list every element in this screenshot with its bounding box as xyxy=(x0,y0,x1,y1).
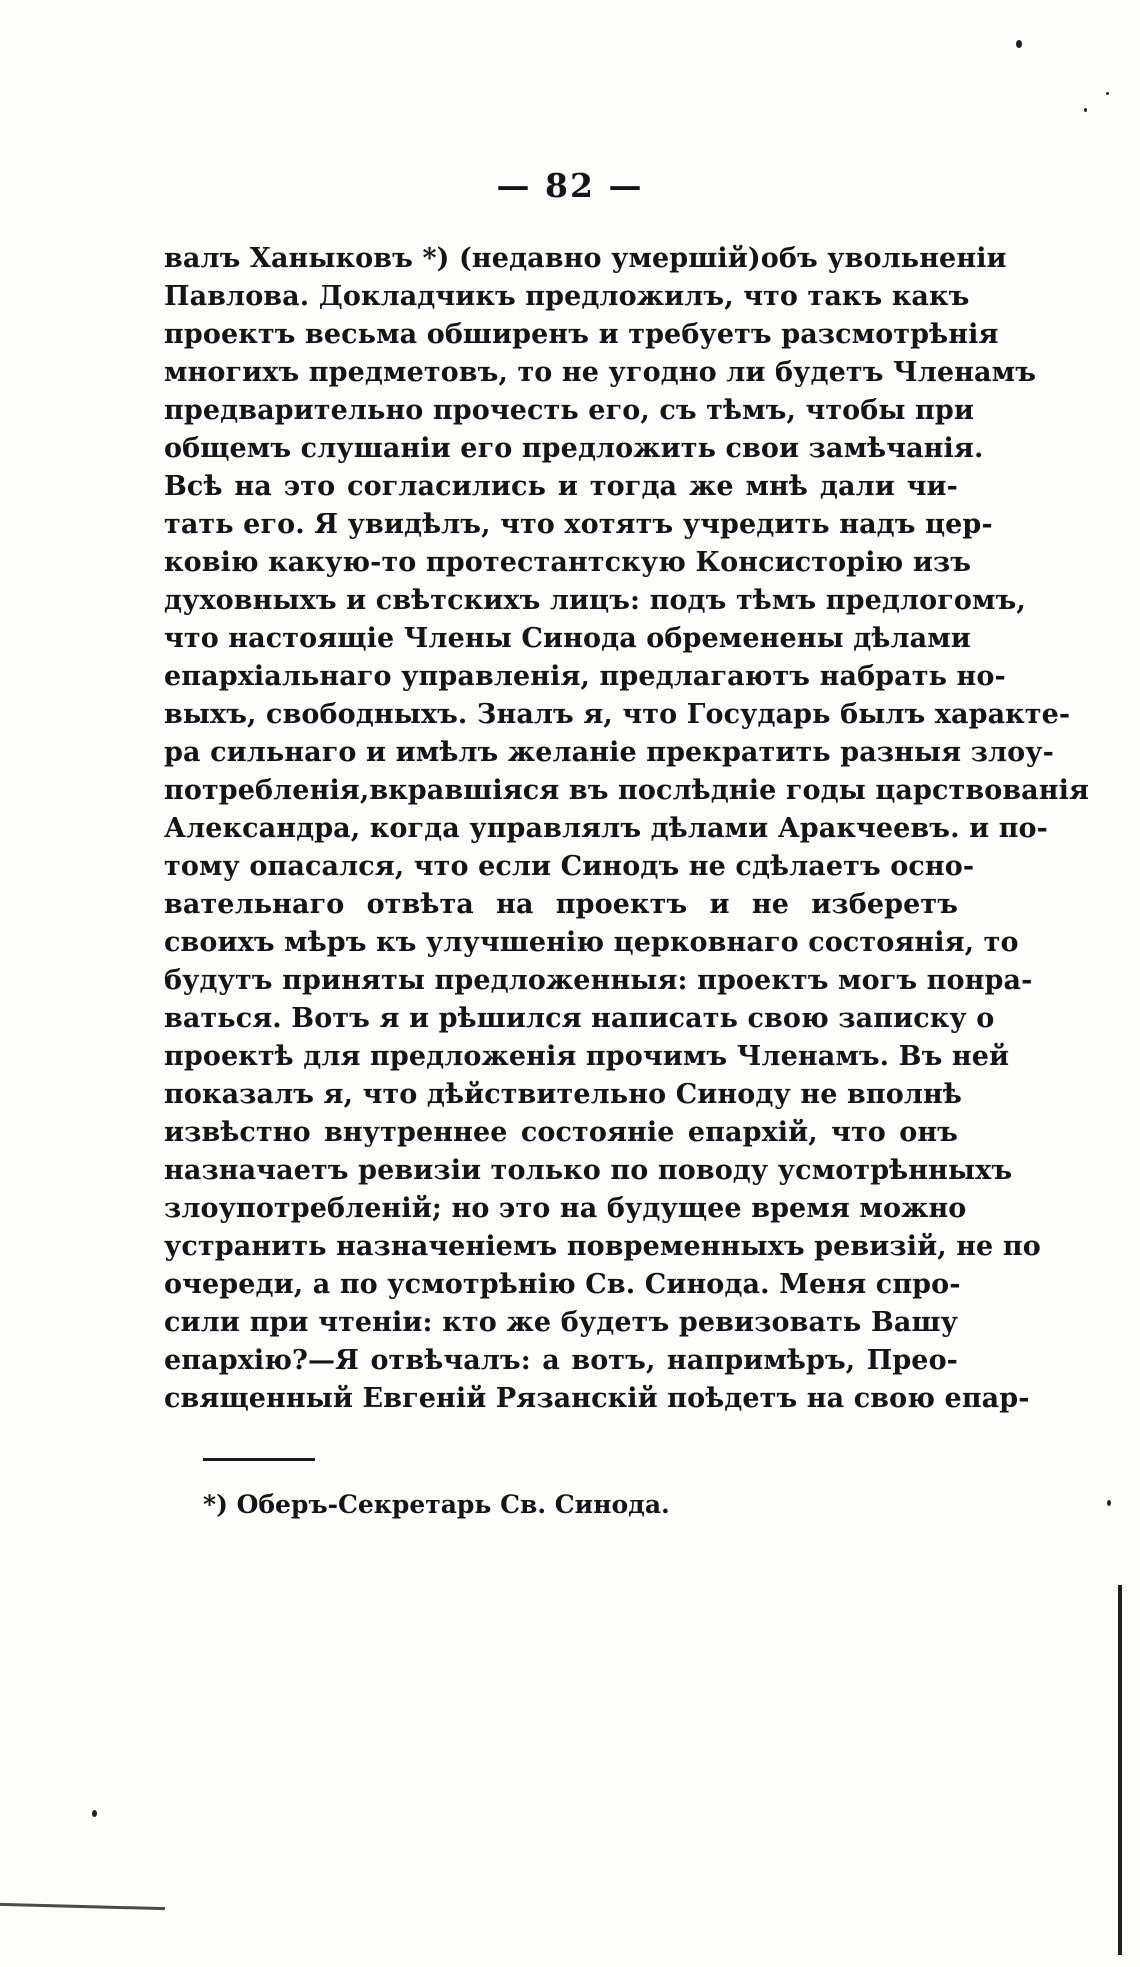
scan-speck xyxy=(92,1810,97,1817)
scan-speck xyxy=(1084,108,1087,112)
text-line: ковію какую-то протестантскую Консисторію изъ xyxy=(164,547,972,578)
scan-speck xyxy=(1016,40,1022,48)
text-line: злоупотребленій; но это на будущее время можно xyxy=(164,1193,967,1224)
scan-edge-mark xyxy=(0,1903,165,1910)
text-line: выхъ, свободныхъ. Зналъ я, что Государь былъ характе- xyxy=(164,699,1071,730)
text-line: ра сильнаго и имѣлъ желаніе прекратить разныя злоу- xyxy=(164,737,1054,768)
text-line: валъ Ханыковъ *) (недавно умершій)объ увольненіи xyxy=(164,243,1007,274)
text-line: Павлова. Докладчикъ предложилъ, что такъ какъ xyxy=(164,281,970,312)
page-number: — 82 — xyxy=(496,166,644,205)
scan-speck xyxy=(1106,92,1109,95)
text-line: извѣстно внутреннее состояніе епархій, что онъ xyxy=(164,1117,958,1148)
text-line: ваться. Вотъ я и рѣшился написать свою записку о xyxy=(164,1003,995,1034)
text-line: очереди, а по усмотрѣнію Св. Синода. Меня спро- xyxy=(164,1269,961,1300)
scan-edge-mark xyxy=(1118,1585,1122,1955)
text-line: предварительно прочесть его, съ тѣмъ, чтобы при xyxy=(164,395,975,426)
text-line: Александра, когда управлялъ дѣлами Аракчеевъ. и по- xyxy=(164,813,1048,844)
footnote: *) Оберъ-Секретарь Св. Синода. xyxy=(203,1490,670,1519)
text-line: духовныхъ и свѣтскихъ лицъ: подъ тѣмъ предлогомъ, xyxy=(164,585,1026,616)
text-line: будутъ приняты предложенныя: проектъ могъ понра- xyxy=(164,965,1033,996)
text-line: проектъ весьма обширенъ и требуетъ разсмотрѣнія xyxy=(164,319,999,350)
text-line: общемъ слушаніи его предложить свои замѣчанія. xyxy=(164,433,984,464)
text-line: что настоящіе Члены Синода обременены дѣлами xyxy=(164,623,971,654)
text-line: многихъ предметовъ, то не угодно ли будетъ Членамъ xyxy=(164,357,1037,388)
text-line: тому опасался, что если Синодъ не сдѣлаетъ осно- xyxy=(164,851,975,882)
text-line: епархіальнаго управленія, предлагаютъ набрать но- xyxy=(164,661,1006,692)
text-line: епархію?—Я отвѣчалъ: а вотъ, напримѣръ, Прео- xyxy=(164,1345,958,1376)
text-line: назначаетъ ревизіи только по поводу усмотрѣнныхъ xyxy=(164,1155,1013,1186)
text-line: священный Евгеній Рязанскій поѣдетъ на свою епар- xyxy=(164,1383,1030,1414)
text-line: сили при чтеніи: кто же будетъ ревизовать Вашу xyxy=(164,1307,958,1338)
text-line: устранить назначеніемъ повременныхъ ревизій, не по xyxy=(164,1231,1041,1262)
text-line: показалъ я, что дѣйствительно Синоду не вполнѣ xyxy=(164,1079,962,1110)
text-line: проектѣ для предложенія прочимъ Членамъ. Въ ней xyxy=(164,1041,1010,1072)
text-line: тать его. Я увидѣлъ, что хотятъ учредить надъ цер- xyxy=(164,509,993,540)
text-line: Всѣ на это согласились и тогда же мнѣ дали чи- xyxy=(164,471,958,502)
text-line: вательнаго отвѣта на проектъ и не изберетъ xyxy=(164,889,958,920)
footnote-divider xyxy=(203,1458,315,1461)
scan-speck xyxy=(1107,1500,1111,1506)
text-line: своихъ мѣръ къ улучшенію церковнаго состоянія, то xyxy=(164,927,1019,958)
body-text xyxy=(164,240,1090,1418)
text-line: потребленія,вкравшіяся въ послѣдніе годы царствованія xyxy=(164,775,1090,806)
